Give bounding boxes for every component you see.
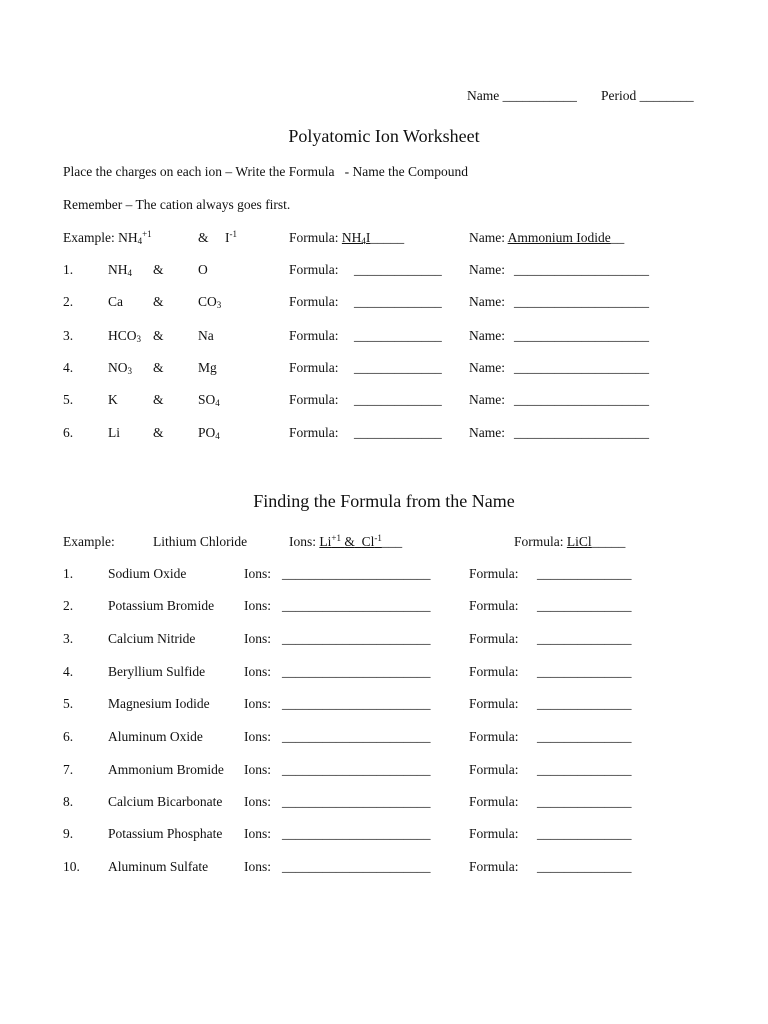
cation: $NH_4$	[108, 262, 132, 278]
example-label: Example: $NH_4^{+1}$	[63, 229, 152, 246]
item-number: 6.	[63, 729, 74, 744]
compound-name: Calcium Nitride	[108, 631, 196, 646]
ions-label: Ions:	[244, 696, 271, 711]
formula-label: Formula:	[289, 328, 339, 343]
cation: $HCO_3$	[108, 328, 142, 344]
ampersand: &	[153, 294, 164, 309]
formula-label: Formula:	[289, 392, 339, 407]
cation: Li	[108, 425, 120, 440]
ions-label: Ions:	[244, 794, 271, 809]
example2-ions: Ions: $Li^{+1}$ & $Cl^{-1}\_\_\_$	[289, 533, 403, 549]
formula-blank[interactable]: _____________	[354, 328, 442, 343]
item-number: 1.	[63, 566, 74, 581]
example-name: Name: Ammonium Iodide__	[469, 230, 625, 245]
period-label: Period	[601, 88, 637, 103]
formula-label: Formula:	[469, 696, 519, 711]
formula-label: Formula:	[469, 664, 519, 679]
item-number: 3.	[63, 328, 74, 343]
ions-label: Ions:	[244, 729, 271, 744]
compound-name: Beryllium Sulfide	[108, 664, 206, 679]
ampersand: &	[153, 328, 164, 343]
name-blank[interactable]: ____________________	[514, 425, 649, 440]
item-number: 5.	[63, 696, 74, 711]
ampersand: &	[153, 262, 164, 277]
ions-label: Ions:	[244, 566, 271, 581]
ampersand: &	[153, 360, 164, 375]
compound-name: Potassium Phosphate	[108, 826, 223, 841]
ions-label: Ions:	[244, 762, 271, 777]
ions-blank[interactable]: ______________________	[282, 696, 431, 711]
formula-blank[interactable]: ______________	[537, 631, 632, 646]
name-label: Name	[467, 88, 500, 103]
ions-blank[interactable]: ______________________	[282, 826, 431, 841]
name-blank[interactable]: ____________________	[514, 360, 649, 375]
ions-label: Ions:	[244, 859, 271, 874]
compound-name: Ammonium Bromide	[108, 762, 224, 777]
anion: $CO_3$	[198, 294, 222, 310]
item-number: 10.	[63, 859, 80, 874]
ions-blank[interactable]: ______________________	[282, 794, 431, 809]
student-name-field[interactable]	[467, 88, 577, 104]
formula-label: Formula:	[469, 598, 519, 613]
item-number: 9.	[63, 826, 74, 841]
name-blank[interactable]: ____________________	[514, 294, 649, 309]
worksheet-title: Polyatomic Ion Worksheet	[288, 126, 480, 146]
item-number: 3.	[63, 631, 74, 646]
name-label: Name:	[469, 425, 505, 440]
section2-title: Finding the Formula from the Name	[253, 491, 515, 511]
formula-label: Formula:	[289, 360, 339, 375]
example-ion1: $NH_4^{+1}$	[118, 229, 152, 246]
formula-label: Formula:	[469, 631, 519, 646]
item-number: 4.	[63, 360, 74, 375]
ions-blank[interactable]: ______________________	[282, 729, 431, 744]
example-ion2: $I^{-1}$	[225, 229, 237, 245]
instructions: Place the charges on each ion – Write the Formula - Name the Compound	[63, 164, 468, 179]
period-field[interactable]	[601, 88, 694, 104]
ions-blank[interactable]: ______________________	[282, 859, 431, 874]
item-number: 2.	[63, 598, 74, 613]
example-amp: &	[198, 230, 209, 245]
example2-compound: Lithium Chloride	[153, 534, 248, 549]
ions-label: Ions:	[244, 631, 271, 646]
formula-blank[interactable]: _____________	[354, 294, 442, 309]
name-blank[interactable]: ___________	[502, 88, 577, 103]
cation: K	[108, 392, 118, 407]
name-label: Name:	[469, 360, 505, 375]
compound-name: Potassium Bromide	[108, 598, 215, 613]
ions-blank[interactable]: ______________________	[282, 631, 431, 646]
formula-blank[interactable]: _____________	[354, 425, 442, 440]
formula-blank[interactable]: ______________	[537, 598, 632, 613]
compound-name: Magnesium Iodide	[108, 696, 210, 711]
formula-label: Formula:	[469, 859, 519, 874]
name-blank[interactable]: ____________________	[514, 392, 649, 407]
ions-label: Ions:	[244, 826, 271, 841]
compound-name: Sodium Oxide	[108, 566, 187, 581]
formula-blank[interactable]: ______________	[537, 859, 632, 874]
ampersand: &	[153, 392, 164, 407]
compound-name: Calcium Bicarbonate	[108, 794, 223, 809]
item-number: 7.	[63, 762, 74, 777]
formula-blank[interactable]: ______________	[537, 566, 632, 581]
formula-label: Formula:	[469, 826, 519, 841]
item-number: 5.	[63, 392, 74, 407]
ions-blank[interactable]: ______________________	[282, 664, 431, 679]
formula-blank[interactable]: ______________	[537, 794, 632, 809]
ions-blank[interactable]: ______________________	[282, 566, 431, 581]
formula-blank[interactable]: _____________	[354, 392, 442, 407]
example2-formula: Formula: LiCl_____	[514, 534, 626, 549]
ions-blank[interactable]: ______________________	[282, 762, 431, 777]
formula-blank[interactable]: ______________	[537, 664, 632, 679]
compound-name: Aluminum Oxide	[108, 729, 203, 744]
formula-blank[interactable]: ______________	[537, 762, 632, 777]
formula-label: Formula:	[469, 762, 519, 777]
period-blank[interactable]: ________	[639, 88, 694, 103]
formula-label: Formula:	[469, 729, 519, 744]
name-label: Name:	[469, 294, 505, 309]
formula-blank[interactable]: ______________	[537, 729, 632, 744]
cation: $NO_3$	[108, 360, 132, 376]
formula-blank[interactable]: ______________	[537, 696, 632, 711]
ions-label: Ions:	[244, 598, 271, 613]
formula-label: Formula:	[289, 425, 339, 440]
reminder: Remember – The cation always goes first.	[63, 197, 291, 212]
formula-label: Formula:	[289, 262, 339, 277]
name-label: Name:	[469, 392, 505, 407]
name-blank[interactable]: ____________________	[514, 328, 649, 343]
anion: Na	[198, 328, 214, 343]
ions-label: Ions:	[244, 664, 271, 679]
example2-label: Example:	[63, 534, 115, 549]
formula-blank[interactable]: ______________	[537, 826, 632, 841]
formula-label: Formula:	[469, 566, 519, 581]
name-label: Name:	[469, 262, 505, 277]
ampersand: &	[153, 425, 164, 440]
anion: Mg	[198, 360, 217, 375]
anion: O	[198, 262, 208, 277]
ions-blank[interactable]: ______________________	[282, 598, 431, 613]
item-number: 2.	[63, 294, 74, 309]
formula-blank[interactable]: _____________	[354, 360, 442, 375]
anion: $PO_4$	[198, 425, 220, 441]
compound-name: Aluminum Sulfate	[108, 859, 209, 874]
name-label: Name:	[469, 328, 505, 343]
anion: $SO_4$	[198, 392, 220, 408]
item-number: 8.	[63, 794, 74, 809]
example-formula: Formula: $NH_4I\_\_\_\_\_$	[289, 230, 405, 246]
formula-label: Formula:	[289, 294, 339, 309]
formula-label: Formula:	[469, 794, 519, 809]
formula-blank[interactable]: _____________	[354, 262, 442, 277]
item-number: 6.	[63, 425, 74, 440]
item-number: 4.	[63, 664, 74, 679]
item-number: 1.	[63, 262, 74, 277]
cation: Ca	[108, 294, 123, 309]
name-blank[interactable]: ____________________	[514, 262, 649, 277]
